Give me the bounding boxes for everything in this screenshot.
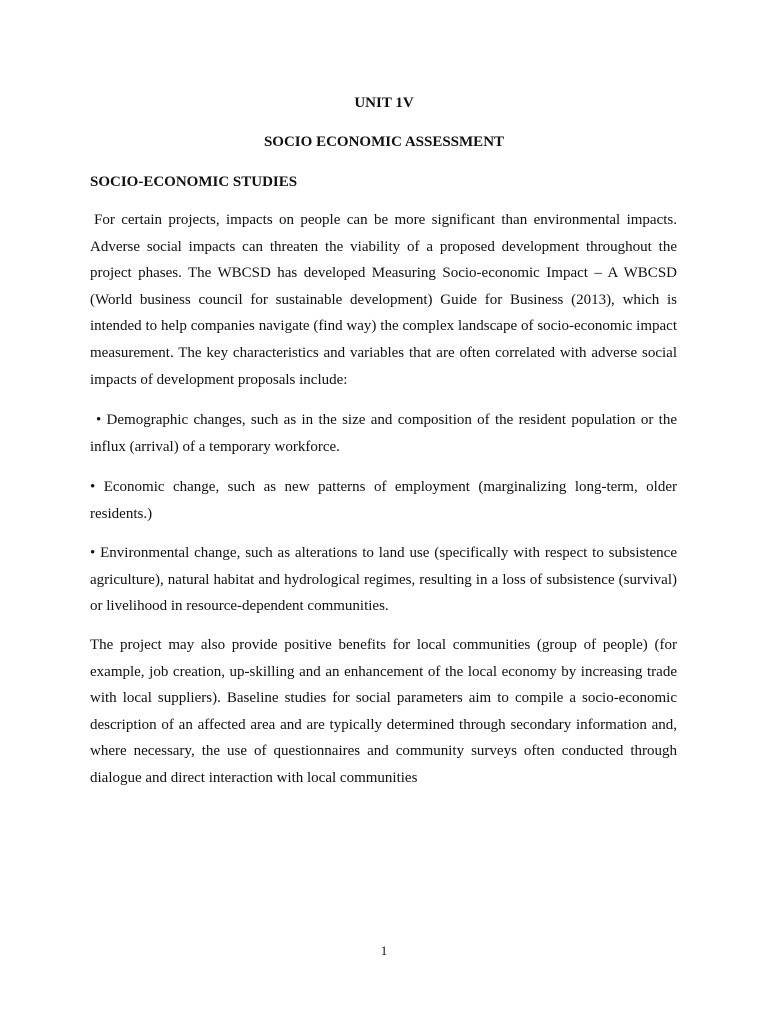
section-heading: SOCIO-ECONOMIC STUDIES (90, 174, 298, 190)
bullet-economic-change: • Economic change, such as new patterns of employment (marginalizing long-term, older residents.) (90, 479, 677, 522)
closing-paragraph: The project may also provide positive benefits for local communities (group of people) (for example, job creation, up-skilling and an enhancement of the local economy by increasing trade with local suppliers). Baseline studies for social parameters aim to compile a socio-economic description of an affected area and are typically determined through secondary information and, where necessary, the use of questionnaires and community surveys often conducted through dialogue and direct interaction with local communities (90, 637, 677, 786)
bullet-demographic-changes: • Demographic changes, such as in the size and composition of the resident population or the influx (arrival) of a temporary workforce. (90, 412, 677, 455)
intro-paragraph: For certain projects, impacts on people can be more significant than environmental impacts. Adverse social impacts can threaten the viability of a proposed development throughout the project phases. The WBCSD has developed Measuring Socio-economic Impact – A WBCSD (World business council for sustainable development) Guide for Business (2013), which is intended to help companies navigate (find way) the complex landscape of socio-economic impact measurement. The key characteristics and variables that are often correlated with adverse social impacts of development proposals include: (90, 212, 677, 388)
page-number: 1 (380, 943, 388, 958)
bullet-environmental-change: • Environmental change, such as alterations to land use (specifically with respect to subsistence agriculture), natural habitat and hydrological regimes, resulting in a loss of subsistence (survival) or livelihood in resource-dependent communities. (90, 545, 677, 615)
page-title: SOCIO ECONOMIC ASSESSMENT (263, 134, 505, 150)
unit-title: UNIT 1V (354, 95, 414, 111)
